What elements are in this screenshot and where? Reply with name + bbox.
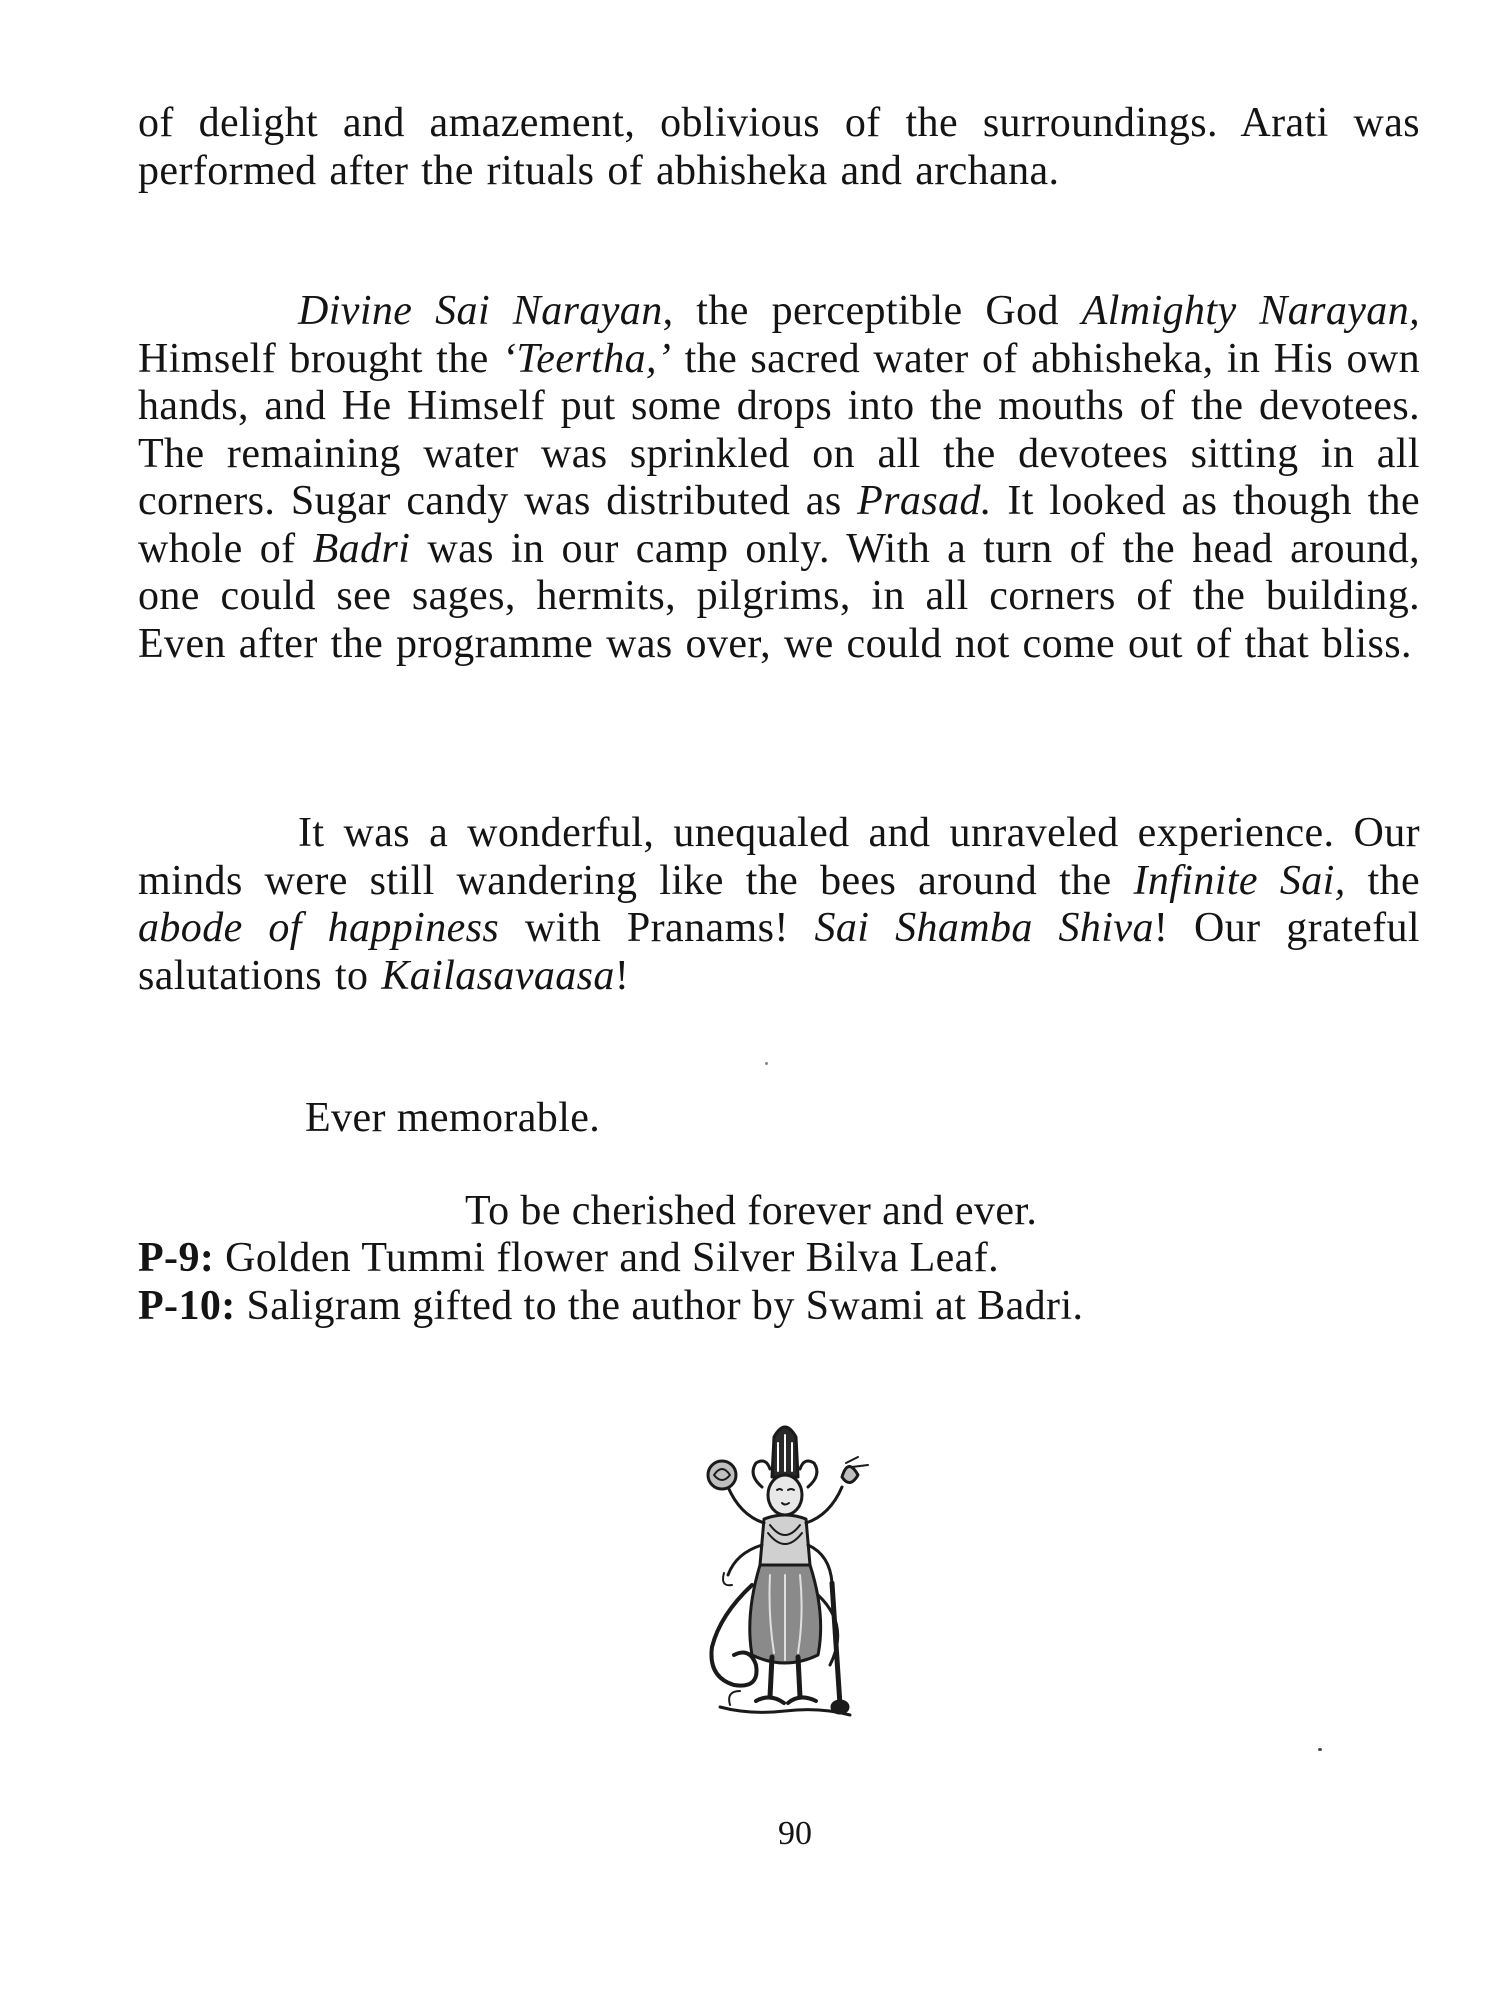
italic-infinite-sai: Infinite Sai, [1133,857,1346,904]
italic-prasad: Prasad. [857,478,992,524]
italic-almighty-narayan: Almighty Narayan, [1081,288,1420,334]
caption-p10 [138,1283,1083,1331]
italic-kailasavaasa: Kailasavaasa [381,952,615,999]
text-span: was in our camp only. With a turn of the head around, one could see sages, hermits, pilgrims, in all corners of the building. Even after the programme was over, we could not come out of that bliss. [138,525,1421,667]
paragraph-arati-text: of delight and amazement, oblivious of the surroundings. Arati was performed after the rituals of abhisheka and archana. [138,100,1420,194]
paragraph-teertha [138,288,1420,668]
scan-speck [1318,1748,1322,1751]
paragraph-arati [138,100,1420,195]
text-span: the [1345,857,1420,904]
paragraph-experience-text [138,810,1420,1000]
italic-teertha: ‘Teertha,’ [502,335,672,382]
closing-cherished-forever: To be cherished forever and ever. [465,1188,1038,1234]
paragraph-teertha-text [138,288,1420,668]
caption-p9-text: Golden Tummi flower and Silver Bilva Leaf. [214,1235,1000,1281]
caption-p10-text: Saligram gifted to the author by Swami at Badri. [235,1283,1084,1329]
caption-p10-label: P-10: [138,1283,236,1329]
closing-ever-memorable: Ever memorable. [305,1095,601,1141]
text-span: It was a wonderful, unequaled and unraveled experience. Our minds were still wandering like the bees around the [138,810,1420,904]
text-span: with Pranams! [499,905,815,951]
paragraph-experience [138,810,1420,1000]
text-span: ! Our grateful salutations to [138,905,1421,999]
deity-figure-icon [690,1415,880,1720]
text-span: It looked as though the whole of [138,478,1420,572]
italic-divine-sai-narayan: Divine Sai Narayan [298,288,663,334]
italic-badri: Badri [312,525,411,572]
italic-abode-of-happiness: abode of happiness [138,905,500,951]
caption-p9 [138,1235,999,1283]
scan-speck [765,1062,768,1065]
caption-p9-label: P-9: [138,1235,215,1281]
text-span: , the perceptible God [662,288,1082,334]
text-span: ! [614,952,630,999]
italic-sai-shamba-shiva: Sai Shamba Shiva [814,905,1154,951]
text-span: Himself brought the [138,335,503,382]
page-number: 90 [778,1815,812,1852]
text-span: the sacred water of abhisheka, in His own hands, and He Himself put some drops into the mouths of the devotees. The remaining water was sprinkled on all the devotees sitting in all corners. Sugar candy was distributed as [138,335,1420,524]
